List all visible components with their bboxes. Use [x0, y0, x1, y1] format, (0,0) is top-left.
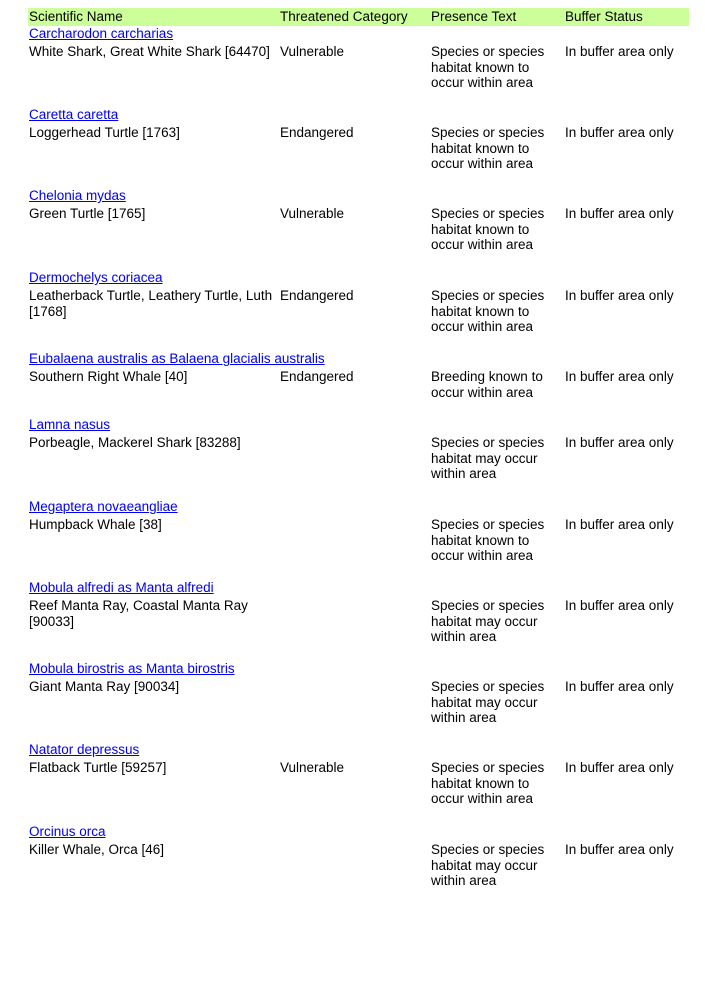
- header-scientific-name: Scientific Name: [29, 9, 123, 24]
- scientific-name-link[interactable]: Mobula birostris as Manta birostris: [29, 661, 235, 676]
- scientific-name-link[interactable]: Eubalaena australis as Balaena glacialis australis: [29, 351, 325, 366]
- presence-text: Species or species habitat known to occur within area: [431, 288, 545, 334]
- buffer-status: In buffer area only: [565, 842, 674, 857]
- buffer-status: In buffer area only: [565, 598, 674, 613]
- scientific-name-link[interactable]: Orcinus orca: [29, 824, 106, 839]
- threatened-category: Vulnerable: [280, 44, 345, 59]
- common-name: Southern Right Whale [40]: [29, 369, 188, 384]
- header-buffer-status: Buffer Status: [565, 9, 643, 24]
- threatened-category: Endangered: [280, 288, 354, 303]
- presence-text: Species or species habitat known to occur within area: [431, 44, 545, 90]
- scientific-name-link[interactable]: Natator depressus: [29, 742, 140, 757]
- common-name: Flatback Turtle [59257]: [29, 760, 167, 775]
- presence-text: Breeding known to occur within area: [431, 369, 543, 400]
- scientific-name-link[interactable]: Carcharodon carcharias: [29, 26, 174, 41]
- table-header: [28, 8, 689, 26]
- buffer-status: In buffer area only: [565, 369, 674, 384]
- common-name: White Shark, Great White Shark [64470]: [29, 44, 270, 59]
- buffer-status: In buffer area only: [565, 760, 674, 775]
- buffer-status: In buffer area only: [565, 44, 674, 59]
- common-name: Reef Manta Ray, Coastal Manta Ray [90033]: [29, 598, 248, 629]
- common-name: Porbeagle, Mackerel Shark [83288]: [29, 435, 241, 450]
- common-name: Green Turtle [1765]: [29, 206, 146, 221]
- presence-text: Species or species habitat may occur within area: [431, 598, 545, 644]
- scientific-name-link[interactable]: Mobula alfredi as Manta alfredi: [29, 580, 214, 595]
- common-name: Loggerhead Turtle [1763]: [29, 125, 180, 140]
- threatened-category: Endangered: [280, 369, 354, 384]
- threatened-category: Vulnerable: [280, 760, 345, 775]
- common-name: Giant Manta Ray [90034]: [29, 679, 180, 694]
- presence-text: Species or species habitat may occur within area: [431, 679, 545, 725]
- header-threatened-category: Threatened Category: [280, 9, 408, 24]
- buffer-status: In buffer area only: [565, 125, 674, 140]
- header-presence-text: Presence Text: [431, 9, 517, 24]
- presence-text: Species or species habitat known to occur within area: [431, 206, 545, 252]
- threatened-category: Endangered: [280, 125, 354, 140]
- buffer-status: In buffer area only: [565, 517, 674, 532]
- buffer-status: In buffer area only: [565, 288, 674, 303]
- buffer-status: In buffer area only: [565, 679, 674, 694]
- scientific-name-link[interactable]: Chelonia mydas: [29, 188, 126, 203]
- scientific-name-link[interactable]: Lamna nasus: [29, 417, 111, 432]
- presence-text: Species or species habitat known to occur within area: [431, 125, 545, 171]
- presence-text: Species or species habitat may occur within area: [431, 435, 545, 481]
- buffer-status: In buffer area only: [565, 435, 674, 450]
- common-name: Killer Whale, Orca [46]: [29, 842, 165, 857]
- common-name: Leatherback Turtle, Leathery Turtle, Luth [1768]: [29, 288, 273, 319]
- scientific-name-link[interactable]: Caretta caretta: [29, 107, 119, 122]
- scientific-name-link[interactable]: Dermochelys coriacea: [29, 270, 163, 285]
- buffer-status: In buffer area only: [565, 206, 674, 221]
- threatened-category: Vulnerable: [280, 206, 345, 221]
- common-name: Humpback Whale [38]: [29, 517, 162, 532]
- presence-text: Species or species habitat known to occur within area: [431, 517, 545, 563]
- presence-text: Species or species habitat known to occur within area: [431, 760, 545, 806]
- presence-text: Species or species habitat may occur within area: [431, 842, 545, 888]
- scientific-name-link[interactable]: Megaptera novaeangliae: [29, 499, 178, 514]
